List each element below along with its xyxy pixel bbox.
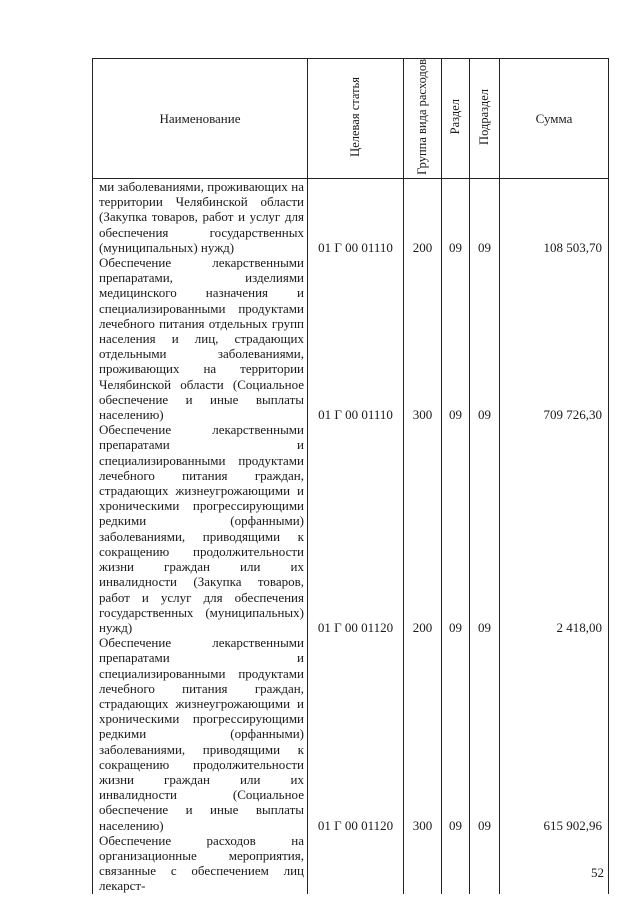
- row-name: Обеспечение расходов на организационные мероприятия, связанные с обеспечением лиц лекарст-: [93, 833, 308, 894]
- table-header-row: [93, 59, 609, 179]
- row-code: 01 Г 00 01120: [308, 635, 404, 833]
- page-number: 52: [591, 865, 604, 880]
- document-sheet: [92, 58, 608, 894]
- row-subsection: 09: [470, 422, 500, 635]
- header-name: Наименование: [93, 59, 308, 179]
- header-group: Группа вида расходов: [404, 59, 442, 179]
- row-section: 09: [442, 422, 470, 635]
- row-name: Обеспечение лекарственными препаратами, изделиями медицинского назначения и специализированными продуктами лечебного питания отдельных групп населения и лиц, страдающих отдельными заболеваниями, проживающих на территории Челябинской области (Социальное обеспечение и иные выплаты населению): [93, 255, 308, 422]
- header-section: Раздел: [442, 59, 470, 179]
- row-group: 200: [404, 179, 442, 256]
- row-amount: [500, 833, 609, 894]
- row-section: [442, 833, 470, 894]
- row-subsection: 09: [470, 255, 500, 422]
- row-group: 200: [404, 422, 442, 635]
- row-section: 09: [442, 179, 470, 256]
- table-row: [93, 422, 609, 635]
- row-subsection: [470, 833, 500, 894]
- budget-table: [92, 58, 609, 894]
- row-group: 300: [404, 635, 442, 833]
- row-amount: 709 726,30: [500, 255, 609, 422]
- row-code: 01 Г 00 01120: [308, 422, 404, 635]
- row-subsection: 09: [470, 635, 500, 833]
- table-row: [93, 833, 609, 894]
- row-name: ми заболеваниями, проживающих на территории Челябинской области (Закупка товаров, работ и услуг для обеспечения государственных (муниципальных) нужд): [93, 179, 308, 256]
- row-code: 01 Г 00 01110: [308, 179, 404, 256]
- row-group: 300: [404, 255, 442, 422]
- row-section: 09: [442, 635, 470, 833]
- row-group: [404, 833, 442, 894]
- table-row: [93, 635, 609, 833]
- header-subsection: Подраздел: [470, 59, 500, 179]
- row-code: 01 Г 00 01110: [308, 255, 404, 422]
- row-name: Обеспечение лекарственными препаратами и специализированными продуктами лечебного питания граждан, страдающих жизнеугрожающими и хроническими прогрессирующими редкими (орфанными) заболеваниями, приводящими к сокращению продолжительности жизни граждан или их инвалидности (Социальное обеспечение и иные выплаты населению): [93, 635, 308, 833]
- header-amount: Сумма: [500, 59, 609, 179]
- row-subsection: 09: [470, 179, 500, 256]
- table-row: [93, 179, 609, 256]
- row-amount: 2 418,00: [500, 422, 609, 635]
- row-name: Обеспечение лекарственными препаратами и специализированными продуктами лечебного питания граждан, страдающих жизнеугрожающими и хроническими прогрессирующими редкими (орфанными) заболеваниями, приводящими к сокращению продолжительности жизни граждан или их инвалидности (Закупка товаров, работ и услуг для обеспечения государственных (муниципальных) нужд): [93, 422, 308, 635]
- header-code: Целевая статья: [308, 59, 404, 179]
- row-amount: 108 503,70: [500, 179, 609, 256]
- row-section: 09: [442, 255, 470, 422]
- row-code: [308, 833, 404, 894]
- row-amount: 615 902,96: [500, 635, 609, 833]
- table-row: [93, 255, 609, 422]
